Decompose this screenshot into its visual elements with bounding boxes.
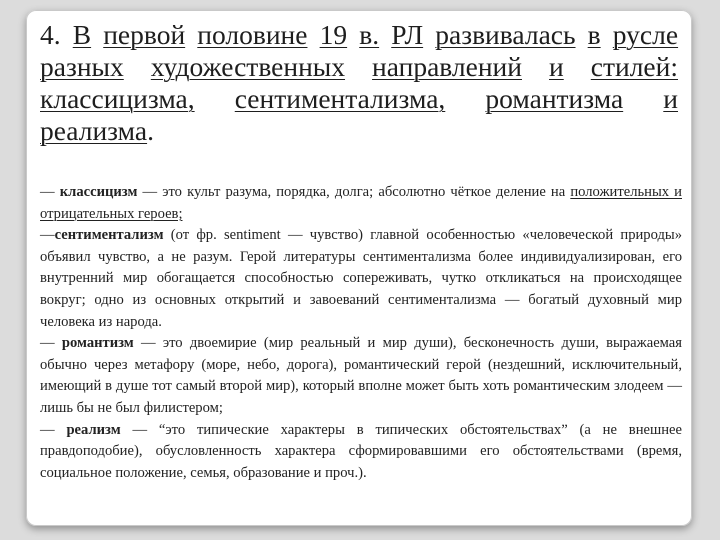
- definition-romanticism: [40, 333, 682, 419]
- heading-word: реализма: [40, 115, 148, 146]
- heading-word: 19: [319, 19, 348, 50]
- definition-text: — “это типические характеры в типических обстоятельствах” (а не внешнее правдоподобие), обусловленность характера сформировавшими его обстоятельствами (время, социальное положение, семья, образование и проч.).: [40, 421, 682, 481]
- heading-word: развивалась: [435, 19, 576, 50]
- heading-word: и: [549, 51, 564, 82]
- heading-word: первой: [103, 19, 186, 50]
- definition-classicism: [40, 182, 682, 225]
- heading-number: 4.: [40, 19, 61, 50]
- heading-word: стилей:: [590, 51, 678, 82]
- heading-word: русле разных: [40, 19, 679, 82]
- heading-word: половине: [197, 19, 308, 50]
- definition-text: — это двоемирие (мир реальный и мир души), бесконечность души, выражаемая обычно через метафору (море, небо, дорога), романтический герой (нездешний, исключительный, имеющий в душе тот самый второй мир), который вполне может быть хоть романтическим злодеем — лишь бы не был филистером;: [40, 335, 682, 416]
- dash: —: [40, 421, 67, 438]
- definitions: [40, 182, 682, 484]
- heading-word: в.: [359, 19, 380, 50]
- heading-word: в: [587, 19, 601, 50]
- term-sentimentalism: сентиментализм: [54, 227, 164, 244]
- definition-text: (от фр. sentiment — чувство) главной особенностью «человеческой природы» объявил чувство, а не разум. Герой литературы сентиментализма более индивидуализирован, его внутренний мир обогащается способностью сопереживать, чутко откликаться на происходящее вокруг; одно из основных открытий и завоеваний сентиментализма — богатый духовный мир человека из народа.: [40, 227, 682, 330]
- dash: —: [40, 227, 55, 244]
- definition-underlined-text: положительных и отрицательных героев;: [40, 184, 682, 222]
- term-romanticism: романтизм: [61, 335, 134, 352]
- heading-period: .: [147, 115, 154, 146]
- heading-word: направлений: [372, 51, 522, 82]
- dash: —: [40, 335, 62, 352]
- heading-word: и: [663, 83, 679, 114]
- term-realism: реализм: [66, 421, 121, 438]
- heading-word: сентиментализма,: [234, 83, 446, 114]
- definition-text: — это культ разума, порядка, долга; абсолютно чёткое деление на: [137, 184, 571, 200]
- heading-word: классицизма,: [40, 83, 195, 114]
- heading-word: романтизма: [485, 83, 624, 114]
- dash: —: [40, 184, 60, 200]
- definition-sentimentalism: [40, 225, 682, 333]
- heading-word: РЛ: [391, 19, 424, 50]
- slide-heading: [40, 19, 678, 147]
- heading-word: художественных: [150, 51, 346, 82]
- heading-word: В: [72, 19, 92, 50]
- slide: [26, 10, 692, 526]
- definition-realism: [40, 420, 682, 485]
- term-classicism: классицизм: [59, 184, 138, 200]
